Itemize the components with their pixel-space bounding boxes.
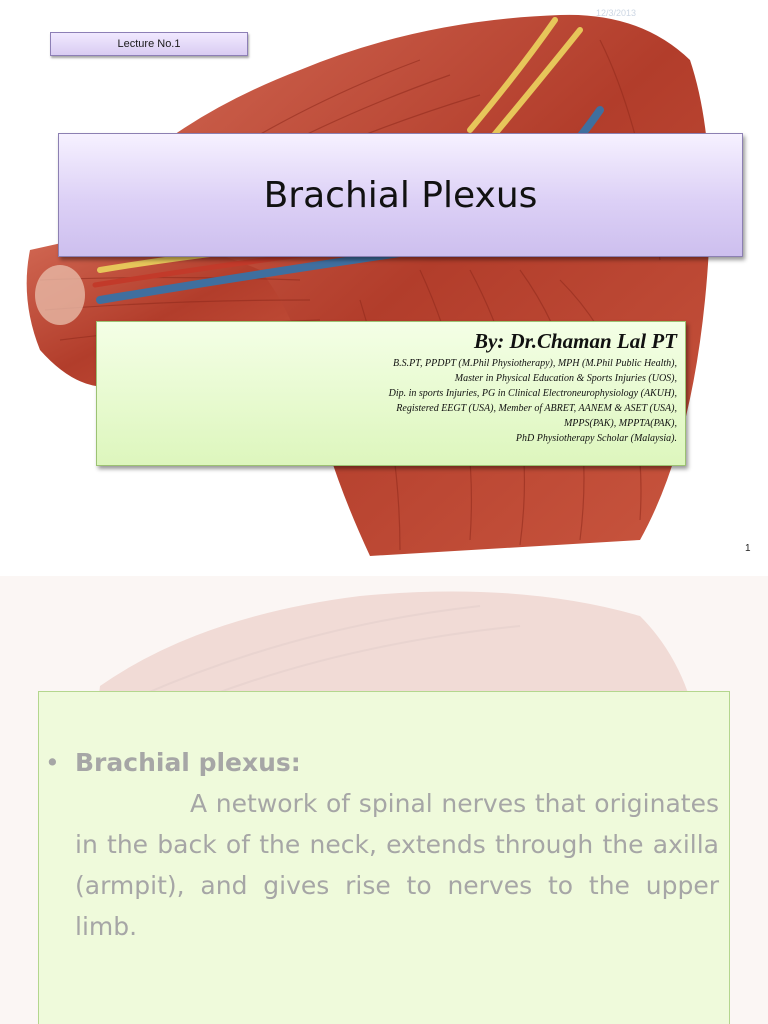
credential-line: Registered EEGT (USA), Member of ABRET, AANEM & ASET (USA), xyxy=(396,403,677,414)
lecture-number-tag: Lecture No.1 xyxy=(50,32,248,56)
title-box xyxy=(58,133,743,257)
bullet-icon: • xyxy=(45,748,60,777)
bullet-heading-row xyxy=(45,748,719,777)
credential-line: Dip. in sports Injuries, PG in Clinical Electroneurophysiology (AKUH), xyxy=(388,388,677,399)
definition-heading: Brachial plexus: xyxy=(75,748,301,777)
page-number: 1 xyxy=(745,543,751,554)
definition-text: A network of spinal nerves that originates in the back of the neck, extends through the axilla (armpit), and gives rise to nerves to the upper limb. xyxy=(75,789,719,941)
definition-box xyxy=(38,691,730,1024)
author-name: By: Dr.Chaman Lal PT xyxy=(473,329,677,353)
credential-line: Master in Physical Education & Sports Injuries (UOS), xyxy=(454,373,677,384)
credential-line: MPPS(PAK), MPPTA(PAK), xyxy=(563,418,677,429)
slide-date: 12/3/2013 xyxy=(596,8,637,18)
author-box xyxy=(96,321,686,466)
credential-line: PhD Physiotherapy Scholar (Malaysia). xyxy=(515,433,677,444)
slide-title: Brachial Plexus xyxy=(263,174,538,216)
credential-line: B.S.PT, PPDPT (M.Phil Physiotherapy), MPH (M.Phil Public Health), xyxy=(392,358,677,369)
definition-slide xyxy=(0,576,768,1024)
